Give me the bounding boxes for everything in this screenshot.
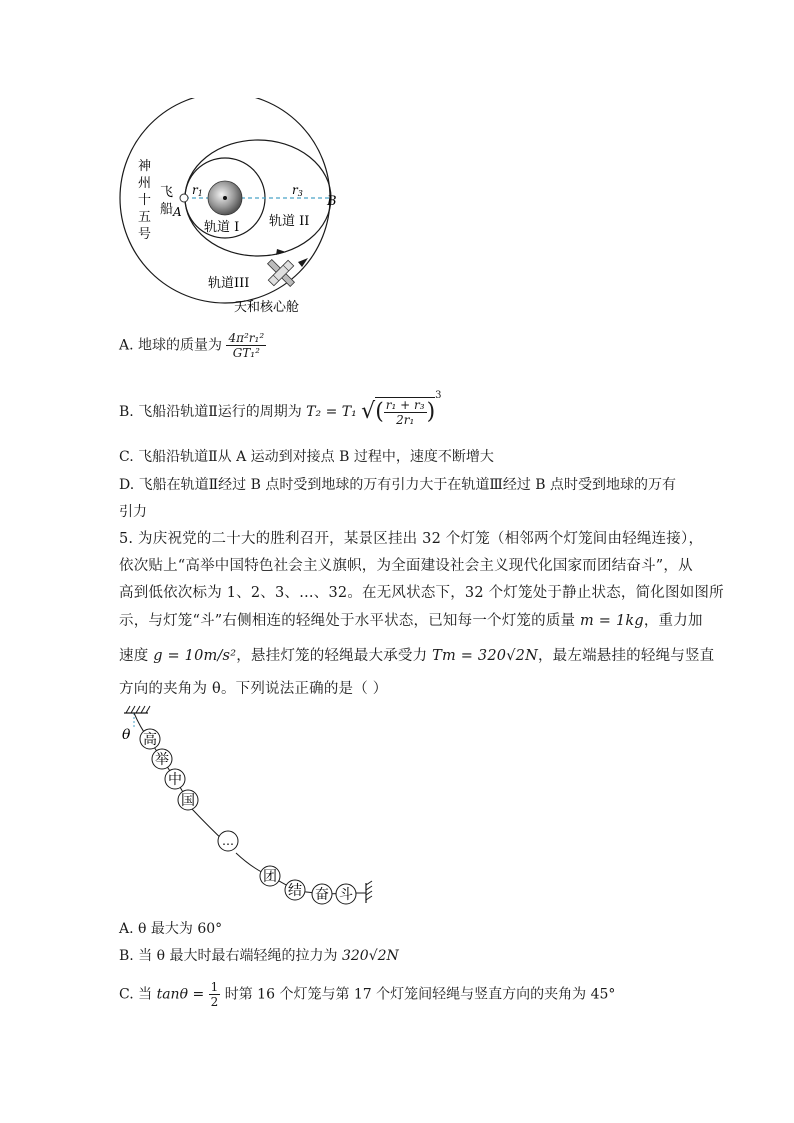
option-5c-prefix: C. 当 [119,986,153,1003]
half-fraction [209,980,221,1009]
ship-label-4: 五 [138,210,152,225]
lantern-4 [178,790,198,810]
svg-text:奋: 奋 [315,887,329,903]
q5-line5a: 速度 [119,648,149,664]
point-b-label: B [327,194,337,209]
ship-label-3: 十 [138,193,152,208]
sqrt-icon: √ [361,399,376,424]
orbit-2-arrow-icon [276,249,286,255]
option-4c: C. 飞船沿轨道Ⅱ从 A 运动到对接点 B 过程中，速度不断增大 [119,449,494,465]
period-fraction-num: r₁ + r₃ [385,398,425,412]
option-5b [119,946,399,966]
q5-line5c: ，悬挂灯笼的轻绳最大承受力 [236,648,428,664]
q5-line3: 高到低依次标为 1、2、3、…、32。在无风状态下，32 个灯笼处于静止状态，简化图如图所 [119,585,724,601]
mass-fraction [226,331,266,360]
q5-mass: m = 1kg [580,613,644,629]
svg-text:团: 团 [263,869,277,885]
q5-line6: 方向的夹角为 θ。下列说法正确的是（ ） [119,681,388,697]
ship-label-7: 船 [160,202,174,217]
period-formula: T₂ = T₁ [306,404,357,420]
q5-gravity: g = 10m/s² [153,648,237,664]
lantern-31 [312,884,332,904]
option-5c-suffix: 时第 16 个灯笼与第 17 个灯笼间轻绳与竖直方向的夹角为 45° [224,986,616,1003]
orbit-3-arrow-icon [298,258,308,267]
period-fraction [384,398,427,427]
svg-text:中: 中 [168,772,182,788]
option-4a-prefix: A. 地球的质量为 [119,337,223,354]
option-4b: B. 飞船沿轨道Ⅱ运行的周期为 T₂ = T₁ √( $\frac{\text{r₁ + r₃}}{\text{2r₁}}$ )$^3$ [119,390,442,427]
r1-label: r1 [192,183,203,198]
ship-label-1: 神 [138,159,152,174]
svg-text:举: 举 [155,752,169,768]
mass-fraction-den: GT₁² [232,346,260,360]
lantern-diagram [118,703,380,915]
half-fraction-den: 2 [210,995,219,1009]
q5-tension: Tm = 320√2N [432,648,538,664]
lantern-30 [285,880,305,900]
q5-line4c: ，重力加 [643,613,703,629]
svg-text:结: 结 [288,883,302,899]
q5-line2: 依次贴上“高举中国特色社会主义旗帜，为全面建设社会主义现代化国家而团结奋斗”，从 [119,558,693,574]
option-5a: A. θ 最大为 60° [119,921,223,937]
half-fraction-num: 1 [210,980,219,994]
mass-fraction-num: 4π²r₁² [228,331,265,345]
q5-line5 [119,646,714,666]
ship-label-2: 州 [138,176,152,191]
ship-label-5: 号 [138,227,152,242]
station-label: 天和核心舱 [234,300,300,315]
ship-label-6: 飞 [160,185,174,200]
option-5c-tan: tanθ = [156,986,205,1003]
option-5b-value: 320√2N [341,948,399,964]
lantern-ellipsis [218,831,238,851]
orbit-diagram [118,98,358,320]
svg-text:斗: 斗 [339,887,353,903]
lantern-29 [260,866,280,886]
spaceship-icon [180,194,188,202]
q5-line5e: ，最左端悬挂的轻绳与竖直 [537,648,715,664]
period-power: 3 [435,390,442,401]
option-4b-prefix: B. 飞船沿轨道Ⅱ运行的周期为 [119,404,302,420]
option-4d-line1: D. 飞船在轨道Ⅱ经过 B 点时受到地球的万有引力大于在轨道Ⅲ经过 B 点时受到地球的万有 [119,477,677,493]
orbit-2-label: 轨道 II [269,214,310,229]
lantern-32 [336,884,356,904]
option-5c [119,980,615,1009]
q5-line4 [119,611,703,631]
svg-text:国: 国 [181,793,195,809]
svg-text:…: … [222,834,234,848]
lantern-2 [152,749,172,769]
q5-line4a: 示，与灯笼“斗”右侧相连的轻绳处于水平状态，已知每一个灯笼的质量 [119,613,576,629]
r3-label: r3 [292,183,303,198]
period-fraction-den: 2r₁ [396,413,415,427]
orbit-3-label: 轨道III [208,276,250,291]
option-4a [119,331,266,360]
point-a-label: A [173,205,182,219]
theta-label: θ [122,727,131,743]
q5-line1: 5. 为庆祝党的二十大的胜利召开，某景区挂出 32 个灯笼（相邻两个灯笼间由轻绳连接）， [119,531,704,547]
lantern-1 [140,729,160,749]
svg-text:高: 高 [143,732,157,748]
orbit-1-label: 轨道 I [204,220,240,235]
station-icon [260,252,302,294]
lantern-3 [165,769,185,789]
option-5b-text: B. 当 θ 最大时最右端轻绳的拉力为 [119,948,338,964]
option-4d-line2: 引力 [119,504,147,520]
